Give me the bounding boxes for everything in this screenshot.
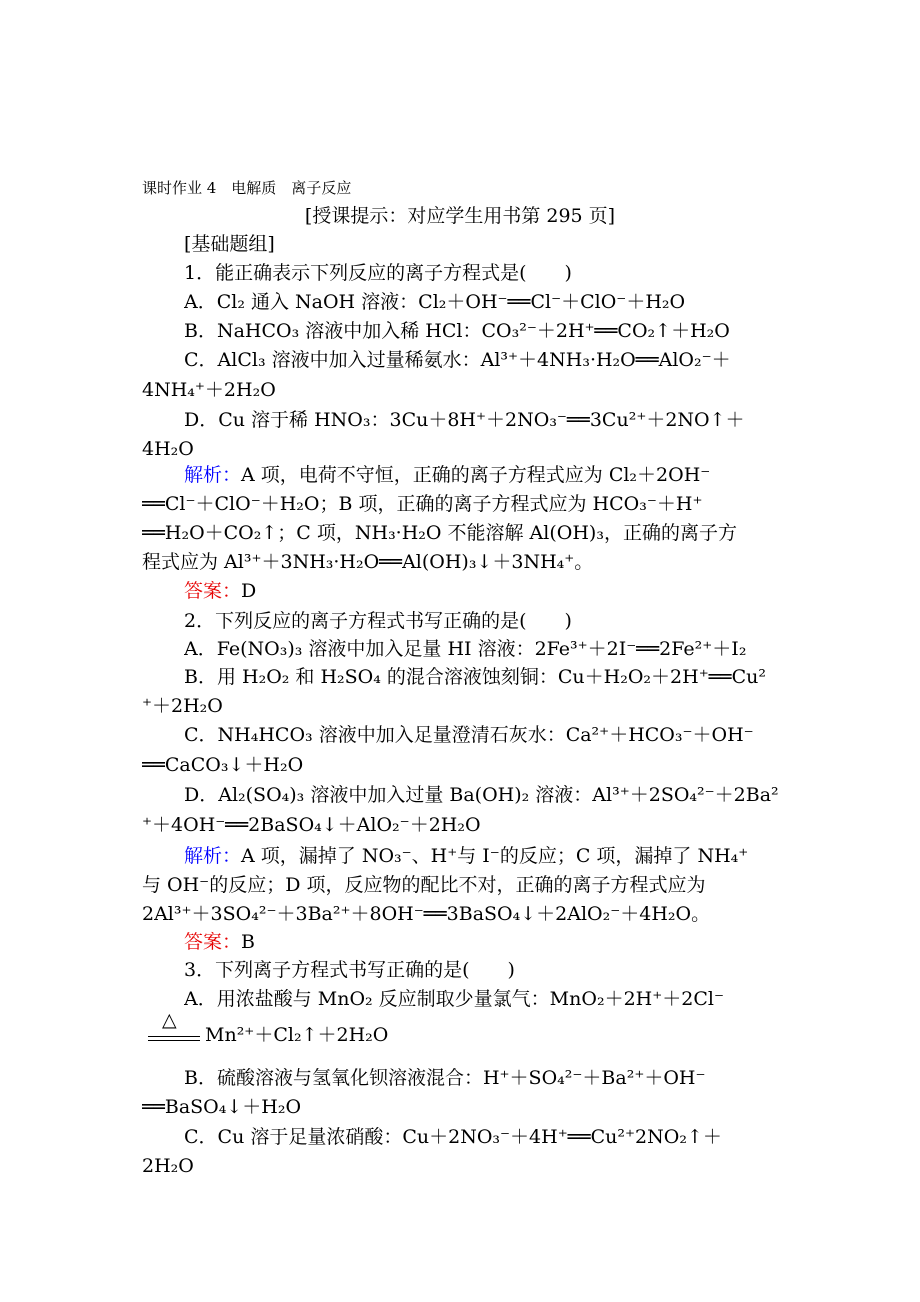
q3-option-c-line1: C．Cu 溶于足量浓硝酸：Cu＋2NO₃⁻＋4H⁺══Cu²⁺2NO₂↑＋ (184, 1126, 722, 1148)
q2-analysis-label: 解析： (184, 845, 242, 867)
q1-analysis-line1 (184, 463, 824, 487)
q1-answer-label: 答案： (184, 580, 242, 602)
q3-option-b-line1: B．硫酸溶液与氢氧化钡溶液混合：H⁺＋SO₄²⁻＋Ba²⁺＋OH⁻ (184, 1067, 706, 1089)
q3-stem: 3．下列离子方程式书写正确的是( ) (184, 959, 515, 981)
q2-option-b-line1: B．用 H₂O₂ 和 H₂SO₄ 的混合溶液蚀刻铜：Cu＋H₂O₂＋2H⁺══Cu² (184, 666, 767, 688)
q1-stem: 1．能正确表示下列反应的离子方程式是( ) (184, 262, 572, 284)
q2-answer (184, 930, 824, 954)
q2-option-d-line1: D．Al₂(SO₄)₃ 溶液中加入过量 Ba(OH)₂ 溶液：Al³⁺＋2SO₄²⁻＋2Ba² (184, 784, 779, 806)
q2-option-b-line2: ⁺＋2H₂O (142, 695, 223, 717)
q1-option-c-line2: 4NH₄⁺＋2H₂O (142, 379, 276, 401)
q2-analysis-line2: 与 OH⁻的反应；D 项，反应物的配比不对，正确的离子方程式应为 (142, 874, 706, 896)
q2-analysis-text1: A 项，漏掉了 NO₃⁻、H⁺与 I⁻的反应；C 项，漏掉了 NH₄⁺ (241, 845, 749, 867)
q3-option-a-line1: A．用浓盐酸与 MnO₂ 反应制取少量氯气：MnO₂＋2H⁺＋2Cl⁻ (184, 988, 724, 1010)
arrow-line-top (148, 1036, 200, 1037)
q1-option-d-line1: D．Cu 溶于稀 HNO₃：3Cu＋8H⁺＋2NO₃⁻══3Cu²⁺＋2NO↑＋ (184, 409, 745, 431)
heat-triangle-icon: △ (162, 1009, 177, 1031)
q2-answer-value: B (241, 931, 255, 953)
q1-answer (184, 579, 824, 603)
q1-analysis-line4: 程式应为 Al³⁺＋3NH₃·H₂O══Al(OH)₃↓＋3NH₄⁺。 (142, 551, 594, 573)
q1-analysis-line2: ══Cl⁻＋ClO⁻＋H₂O；B 项，正确的离子方程式应为 HCO₃⁻＋H⁺ (142, 493, 703, 515)
q1-analysis-label: 解析： (184, 464, 242, 486)
q3-option-a-line2: Mn²⁺＋Cl₂↑＋2H₂O (205, 1024, 389, 1046)
q1-option-a: A．Cl₂ 通入 NaOH 溶液：Cl₂＋OH⁻══Cl⁻＋ClO⁻＋H₂O (184, 291, 686, 313)
q2-analysis-line3: 2Al³⁺＋3SO₄²⁻＋3Ba²⁺＋8OH⁻══3BaSO₄↓＋2AlO₂⁻＋4H₂O。 (142, 903, 711, 925)
arrow-line-bottom (148, 1040, 200, 1041)
q2-option-a: A．Fe(NO₃)₃ 溶液中加入足量 HI 溶液：2Fe³⁺＋2I⁻══2Fe²⁺＋I₂ (184, 638, 747, 660)
q2-option-d-line2: ⁺＋4OH⁻══2BaSO₄↓＋AlO₂⁻＋2H₂O (142, 814, 481, 836)
q2-analysis-line1 (184, 844, 824, 868)
q2-answer-label: 答案： (184, 931, 242, 953)
heat-reaction-arrow (148, 1009, 202, 1048)
q3-option-b-line2: ══BaSO₄↓＋H₂O (142, 1096, 302, 1118)
q2-option-c-line1: C．NH₄HCO₃ 溶液中加入足量澄清石灰水：Ca²⁺＋HCO₃⁻＋OH⁻ (184, 724, 754, 746)
teaching-hint: [授课提示：对应学生用书第 295 页] (304, 205, 616, 227)
q1-option-d-line2: 4H₂O (142, 438, 194, 460)
q3-option-c-line2: 2H₂O (142, 1155, 194, 1177)
q2-stem: 2．下列反应的离子方程式书写正确的是( ) (184, 610, 572, 632)
q1-analysis-line3: ══H₂O＋CO₂↑；C 项，NH₃·H₂O 不能溶解 Al(OH)₃，正确的离子方 (142, 522, 737, 544)
q1-option-b: B．NaHCO₃ 溶液中加入稀 HCl：CO₃²⁻＋2H⁺══CO₂↑＋H₂O (184, 320, 730, 342)
q1-option-c-line1: C．AlCl₃ 溶液中加入过量稀氨水：Al³⁺＋4NH₃·H₂O══AlO₂⁻＋ (184, 349, 731, 371)
course-title: 课时作业 4 电解质 离子反应 (142, 179, 352, 197)
section-heading: [基础题组] (184, 233, 275, 255)
q1-analysis-text1: A 项，电荷不守恒，正确的离子方程式应为 Cl₂＋2OH⁻ (241, 464, 711, 486)
q2-option-c-line2: ══CaCO₃↓＋H₂O (142, 754, 304, 776)
q1-answer-value: D (241, 580, 257, 602)
